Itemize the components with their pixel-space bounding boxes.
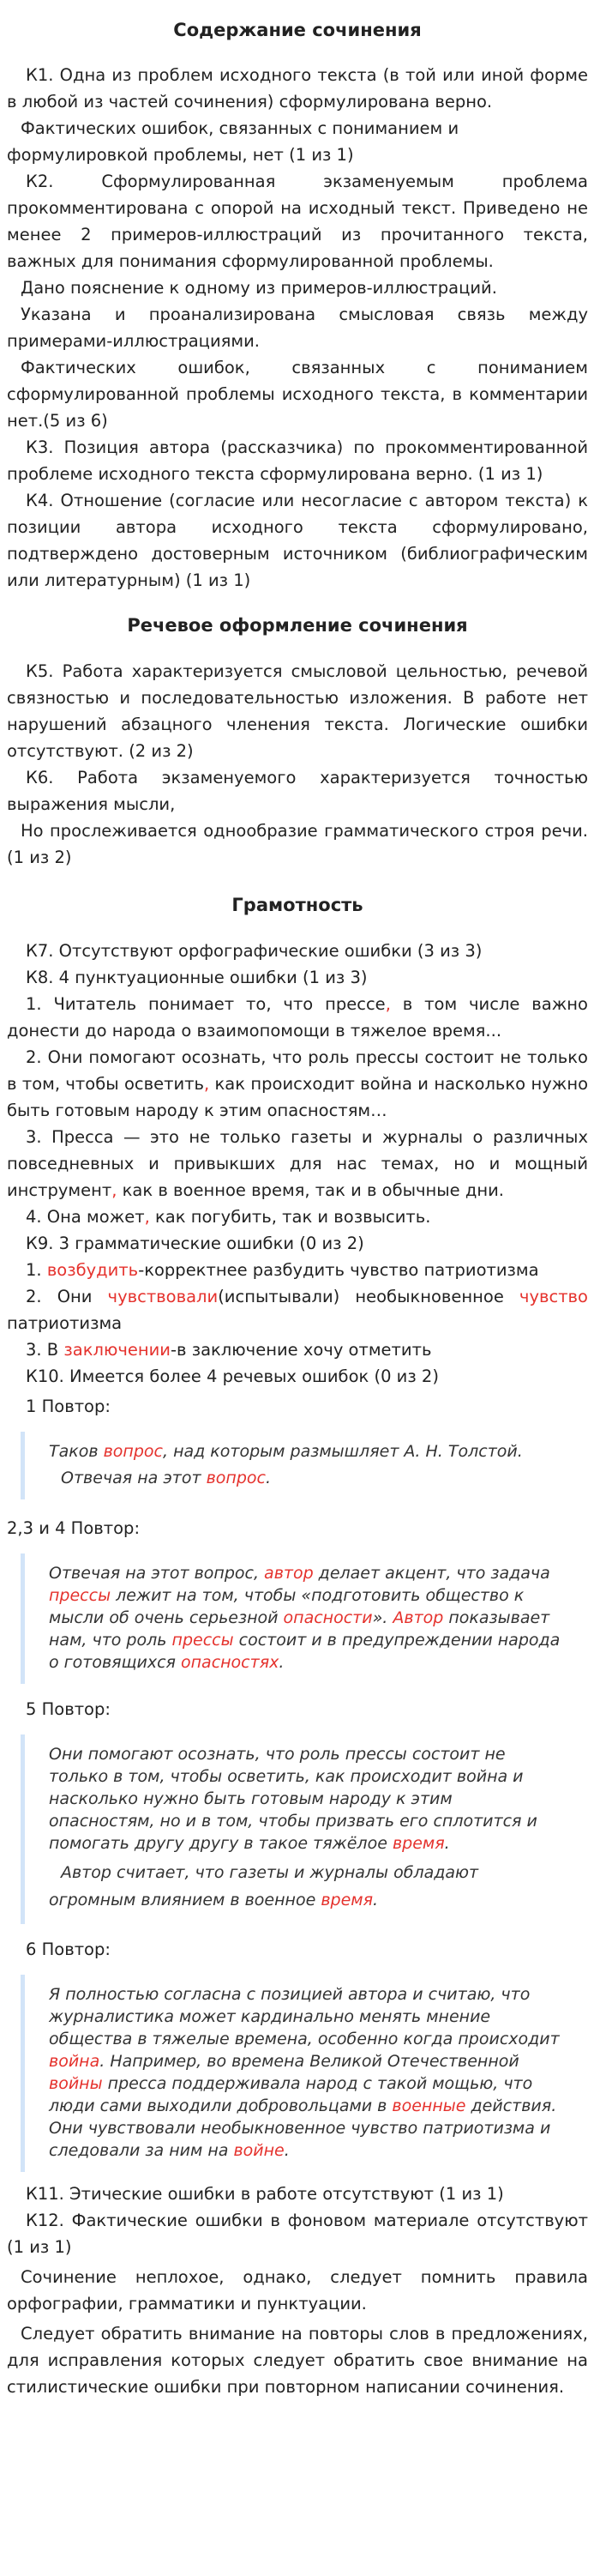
grammar-error-2: 2. Они чувствовали(испытывали) необыкновенное чувство патриотизма xyxy=(7,1287,588,1333)
criterion-k2-note-3: Фактических ошибок, связанных с пониманием сформулированной проблемы исходного текста, в комментарии нет.(5 из 6) xyxy=(7,358,588,431)
criterion-k2-note-2: Указана и проанализирована смысловая связь между примерами-иллюстрациями. xyxy=(7,305,588,351)
punctuation-mark: , xyxy=(203,1074,210,1094)
error-word: опасности xyxy=(283,1608,373,1627)
criterion-k8: К8. 4 пунктуационные ошибки (1 из 3) xyxy=(26,968,368,987)
criterion-k9: К9. 3 грамматические ошибки (0 из 2) xyxy=(26,1234,364,1253)
error-word: Автор xyxy=(393,1608,444,1627)
error-word: прессы xyxy=(171,1631,234,1650)
error-word: время xyxy=(321,1891,374,1909)
error-word: чувство xyxy=(519,1287,588,1306)
punctuation-error-4: 4. Она может, как погубить, так и возвысить. xyxy=(26,1207,431,1227)
criterion-k3: К3. Позиция автора (рассказчика) по прокомментированной проблеме исходного текста сформулирована верно. (1 из 1) xyxy=(7,437,588,484)
quote-line: Отвечая на этот вопрос. xyxy=(61,1469,272,1487)
repetition-label-6: 6 Повтор: xyxy=(26,1940,111,1959)
quote-line: Таков вопрос, над которым размышляет А. Н. Толстой. xyxy=(49,1442,523,1461)
error-word: автор xyxy=(264,1564,314,1583)
punctuation-error-3: 3. Пресса — это не только газеты и журналы о различных повседневных и привыкших для нас темах, но и мощный инструмент, как в военное время, так и в обычные дни. xyxy=(7,1127,588,1200)
repetition-label-5: 5 Повтор: xyxy=(26,1699,111,1719)
error-word: чувствовали xyxy=(107,1287,219,1306)
criterion-k7: К7. Отсутствуют орфографические ошибки (3 из 3) xyxy=(26,941,483,961)
repetition-quote-1 xyxy=(21,1432,588,1499)
repetition-label-2: 2,3 и 4 Повтор: xyxy=(7,1518,141,1538)
error-word: войне xyxy=(233,2141,285,2160)
grammar-error-3: 3. В заключении-в заключение хочу отметить xyxy=(26,1340,432,1360)
criterion-k1-note: Фактических ошибок, связанных с пониманием и формулировкой проблемы, нет (1 из 1) xyxy=(7,118,459,165)
speech-section xyxy=(7,594,588,871)
summary-paragraph-1: Сочинение неплохое, однако, следует помнить правила орфографии, грамматики и пунктуации. xyxy=(7,2267,588,2314)
criterion-k5: К5. Работа характеризуется смысловой цельностью, речевой связностью и последовательностью изложения. В работе нет нарушений абзацного членения текста. Логические ошибки отсутствуют. (2 из 2) xyxy=(7,661,588,761)
criterion-k11: К11. Этические ошибки в работе отсутствуют (1 из 1) xyxy=(26,2184,504,2204)
literacy-heading: Грамотность xyxy=(231,895,363,915)
repetition-quote-2 xyxy=(21,1553,588,1684)
content-heading: Содержание сочинения xyxy=(173,20,422,40)
literacy-section xyxy=(7,871,588,2400)
quote-line: Я полностью согласна с позицией автора и считаю, что журналистика может кардинально менять мнение общества в тяжелые времена, особенно когда происходит война. Например, во времена Великой Отечественной войны пресса поддерживала народ с такой мощью, что люди сами выходили добровольцами в военные действия. Они чувствовали необыкновенное чувство патриотизма и следовали за ним на войне. xyxy=(49,1985,560,2160)
punctuation-error-1: 1. Читатель понимает то, что прессе, в том числе важно донести до народа о взаимопомощи в тяжелое время... xyxy=(7,994,588,1041)
error-word: вопрос xyxy=(206,1469,266,1487)
error-word: военные xyxy=(392,2096,466,2115)
punctuation-error-2: 2. Они помогают осознать, что роль прессы состоит не только в том, чтобы осветить, как происходит война и насколько нужно быть готовым народу к этим опасностям… xyxy=(7,1047,588,1120)
punctuation-mark: , xyxy=(144,1207,150,1227)
error-word: время xyxy=(392,1834,445,1853)
error-word: возбудить xyxy=(46,1260,139,1280)
repetition-quote-6 xyxy=(21,1975,588,2172)
error-word: заключении xyxy=(63,1340,171,1360)
quote-line: Отвечая на этот вопрос, автор делает акцент, что задача прессы лежит на том, чтобы «подготовить общество к мысли об очень серьезной опасности». Автор показывает нам, что роль прессы состоит и в предупреждении народа о готовящихся опасностях. xyxy=(49,1564,561,1672)
criterion-k10: К10. Имеется более 4 речевых ошибок (0 из 2) xyxy=(26,1366,439,1386)
content-section xyxy=(7,0,588,594)
speech-heading: Речевое оформление сочинения xyxy=(127,615,468,636)
repetition-label-1: 1 Повтор: xyxy=(26,1397,111,1416)
grammar-error-1: 1. возбудить-корректнее разбудить чувство патриотизма xyxy=(26,1260,539,1280)
criterion-k2: К2. Сформулированная экзаменуемым проблема прокомментирована с опорой на исходный текст. Приведено не менее 2 примеров-иллюстраций из прочитанного текста, важных для понимания сформулированной проблемы. xyxy=(7,172,588,271)
repetition-quote-5 xyxy=(21,1734,588,1924)
criterion-k6: К6. Работа экзаменуемого характеризуется точностью выражения мысли, xyxy=(7,768,588,814)
error-word: война xyxy=(49,2052,100,2071)
error-word: прессы xyxy=(49,1586,111,1605)
quote-line: Они помогают осознать, что роль прессы состоит не только в том, чтобы осветить, как происходит война и насколько нужно быть готовым народу к этим опасностям, но и в том, чтобы призвать его сплотится и помогать другу другу в такое тяжёлое время. xyxy=(49,1745,537,1853)
criterion-k2-note-1: Дано пояснение к одному из примеров-иллюстраций. xyxy=(21,278,497,298)
criterion-k6-note: Но прослеживается однообразие грамматического строя речи.(1 из 2) xyxy=(7,821,588,867)
error-word: вопрос xyxy=(103,1442,163,1461)
criterion-k12: К12. Фактические ошибки в фоновом материале отсутствуют (1 из 1) xyxy=(7,2211,588,2257)
criterion-k1: К1. Одна из проблем исходного текста (в той или иной форме в любой из частей сочинения) сформулирована верно. xyxy=(7,65,588,112)
error-word: войны xyxy=(49,2074,103,2093)
punctuation-mark: , xyxy=(385,994,391,1014)
summary-paragraph-2: Следует обратить внимание на повторы слов в предложениях, для исправления которых следует обратить свое внимание на стилистические ошибки при повторном написании сочинения. xyxy=(7,2324,588,2397)
punctuation-mark: , xyxy=(111,1180,117,1200)
error-word: опасностях xyxy=(181,1653,279,1672)
quote-line: Автор считает, что газеты и журналы обладают огромным влиянием в военное время. xyxy=(49,1863,479,1909)
criterion-k4: К4. Отношение (согласие или несогласие с автором текста) к позиции автора исходного текста сформулировано, подтверждено достоверным источником (библиографическим или литературным) (1 из 1) xyxy=(7,491,588,590)
